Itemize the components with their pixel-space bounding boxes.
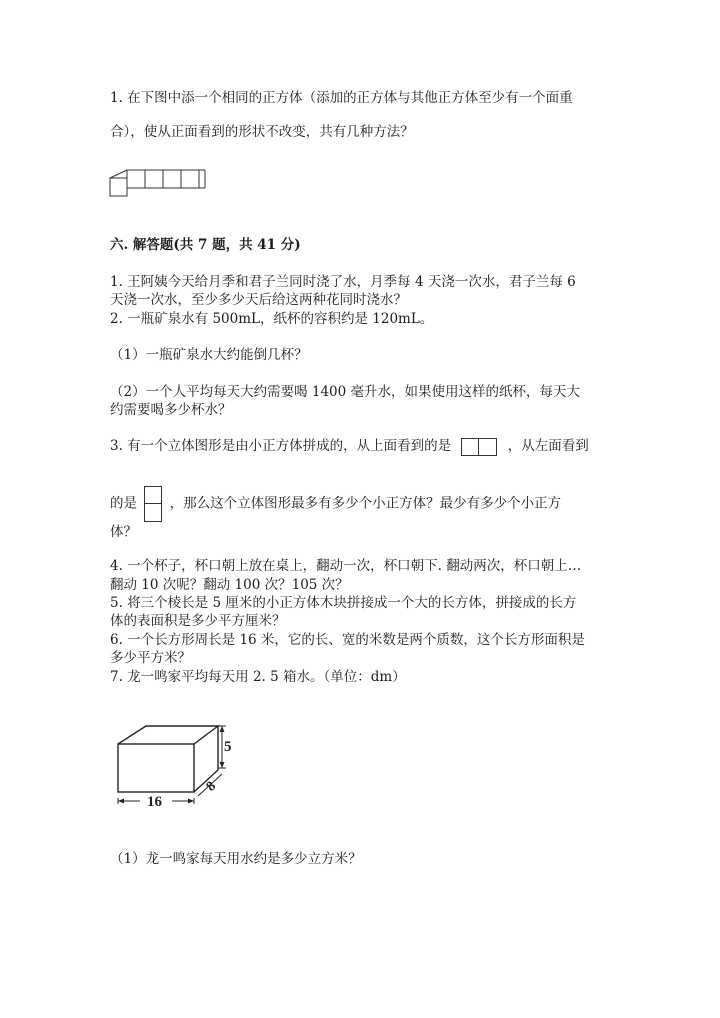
question-text: 5. 将三个棱长是 5 厘米的小正方体木块拼接成一个大的长方体，拼接成的长方	[110, 595, 577, 611]
cuboid-top-face	[118, 726, 218, 744]
question-text: 翻动 10 次呢？翻动 100 次？105 次？	[110, 577, 349, 593]
question-text	[110, 437, 589, 456]
question-text: 1. 王阿姨今天给月季和君子兰同时浇了水，月季每 4 天浇一次水，君子兰每 6	[110, 274, 576, 290]
width-label: 8	[203, 778, 219, 795]
question-text	[110, 486, 561, 522]
question-text: 7. 龙一鸣家平均每天用 2. 5 箱水。（单位：dm）	[110, 669, 406, 685]
cuboid-front-face	[118, 744, 194, 792]
top-view-figure	[461, 438, 497, 456]
cube-face	[181, 170, 199, 188]
section-heading: 六. 解答题(共 7 题，共 41 分)	[110, 237, 301, 253]
question-text: 体的表面积是多少平方厘米？	[110, 613, 286, 629]
cube-row-figure	[108, 168, 208, 200]
question-text: 合），使从正面看到的形状不改变，共有几种方法？	[110, 124, 414, 140]
left-view-figure	[144, 486, 162, 522]
height-label: 5	[224, 739, 232, 755]
sub-question-text: （1）一瓶矿泉水大约能倒几杯？	[110, 347, 308, 363]
cuboid-figure	[110, 718, 240, 810]
sub-question-text: （1）龙一鸣家每天用水约是多少立方米？	[110, 851, 362, 867]
question-text-part: 3. 有一个立体图形是由小正方体拼成的，从上面看到的是	[110, 438, 452, 454]
question-text: 6. 一个长方形周长是 16 米，它的长、宽的米数是两个质数，这个长方形面积是	[110, 632, 585, 648]
sub-question-text: 约需要喝多少杯水？	[110, 402, 232, 418]
length-label: 16	[147, 794, 162, 810]
cube-face	[127, 170, 145, 188]
question-text: 体？	[110, 524, 137, 540]
question-text: 多少平方米？	[110, 650, 191, 666]
question-text: 1. 在下图中添一个相同的正方体（添加的正方体与其他正方体至少有一个面重	[110, 90, 573, 106]
question-text: 2. 一瓶矿泉水有 500mL，纸杯的容积约是 120mL。	[110, 311, 434, 327]
question-text: 4. 一个杯子，杯口朝上放在桌上，翻动一次，杯口朝下. 翻动两次，杯口朝上…	[110, 558, 582, 574]
cube-face	[145, 170, 163, 188]
question-text-part: 的是	[110, 495, 137, 512]
question-text-part: ，那么这个立体图形最多有多少个小正方体？最少有多少个小正方	[169, 495, 562, 512]
question-text: 天浇一次水，至少多少天后给这两种花同时浇水？	[110, 292, 407, 308]
cube-front-face	[110, 178, 127, 196]
cube-face	[163, 170, 181, 188]
sub-question-text: （2）一个人平均每天大约需要喝 1400 毫升水，如果使用这样的纸杯，每天大	[110, 384, 581, 400]
question-text-part: ，从左面看到	[507, 438, 589, 454]
